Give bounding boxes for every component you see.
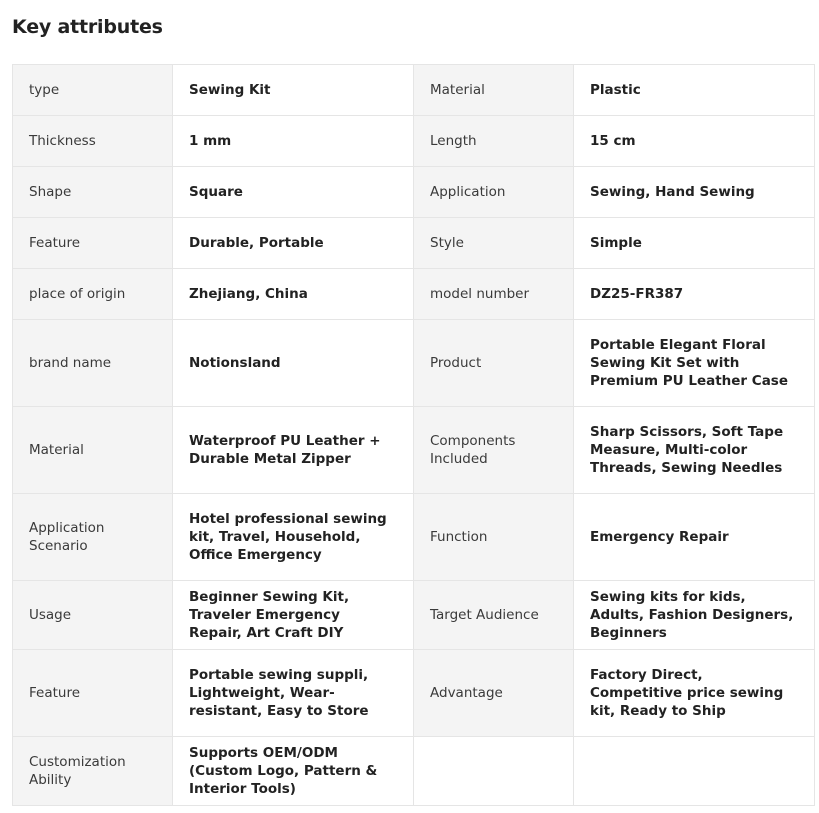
section-title: Key attributes <box>12 16 163 38</box>
attribute-value: Beginner Sewing Kit, Traveler Emergency Repair, Art Craft DIY <box>173 581 414 650</box>
attribute-value: Simple <box>574 218 815 269</box>
attribute-value: DZ25-FR387 <box>574 269 815 320</box>
attributes-table <box>12 64 815 806</box>
attribute-label: Advantage <box>414 650 574 737</box>
table-row <box>13 407 815 494</box>
table-row <box>13 65 815 116</box>
attribute-label: Shape <box>13 167 173 218</box>
attribute-label: Components Included <box>414 407 574 494</box>
attribute-value: Sewing Kit <box>173 65 414 116</box>
attribute-label: Customization Ability <box>13 737 173 806</box>
table-row <box>13 650 815 737</box>
attribute-label: type <box>13 65 173 116</box>
table-row <box>13 269 815 320</box>
empty-cell <box>574 737 815 806</box>
attribute-label: brand name <box>13 320 173 407</box>
attribute-value: Sewing, Hand Sewing <box>574 167 815 218</box>
attribute-value: Notionsland <box>173 320 414 407</box>
table-row <box>13 320 815 407</box>
attribute-label: model number <box>414 269 574 320</box>
attribute-label: Material <box>414 65 574 116</box>
table-row <box>13 494 815 581</box>
table-row <box>13 218 815 269</box>
attribute-label: Feature <box>13 650 173 737</box>
attribute-label: place of origin <box>13 269 173 320</box>
attribute-value: Hotel professional sewing kit, Travel, Household, Office Emergency <box>173 494 414 581</box>
attribute-value: Zhejiang, China <box>173 269 414 320</box>
attribute-value: Sewing kits for kids, Adults, Fashion Designers, Beginners <box>574 581 815 650</box>
attribute-label: Thickness <box>13 116 173 167</box>
attribute-label: Feature <box>13 218 173 269</box>
empty-cell <box>414 737 574 806</box>
attribute-label: Length <box>414 116 574 167</box>
table-row <box>13 737 815 806</box>
attribute-label: Application Scenario <box>13 494 173 581</box>
attribute-value: Supports OEM/ODM (Custom Logo, Pattern & Interior Tools) <box>173 737 414 806</box>
attribute-label: Usage <box>13 581 173 650</box>
attribute-value: Emergency Repair <box>574 494 815 581</box>
attribute-label: Application <box>414 167 574 218</box>
attribute-value: Square <box>173 167 414 218</box>
table-row <box>13 116 815 167</box>
attribute-value: Portable sewing suppli, Lightweight, Wear-resistant, Easy to Store <box>173 650 414 737</box>
attribute-value: Waterproof PU Leather + Durable Metal Zipper <box>173 407 414 494</box>
attribute-value: Sharp Scissors, Soft Tape Measure, Multi-color Threads, Sewing Needles <box>574 407 815 494</box>
attribute-label: Style <box>414 218 574 269</box>
attribute-label: Material <box>13 407 173 494</box>
attribute-label: Product <box>414 320 574 407</box>
table-row <box>13 167 815 218</box>
attribute-label: Target Audience <box>414 581 574 650</box>
attribute-value: Durable, Portable <box>173 218 414 269</box>
attribute-value: 1 mm <box>173 116 414 167</box>
attribute-value: Portable Elegant Floral Sewing Kit Set with Premium PU Leather Case <box>574 320 815 407</box>
attribute-value: 15 cm <box>574 116 815 167</box>
attribute-value: Factory Direct, Competitive price sewing kit, Ready to Ship <box>574 650 815 737</box>
attribute-value: Plastic <box>574 65 815 116</box>
table-row <box>13 581 815 650</box>
attribute-label: Function <box>414 494 574 581</box>
